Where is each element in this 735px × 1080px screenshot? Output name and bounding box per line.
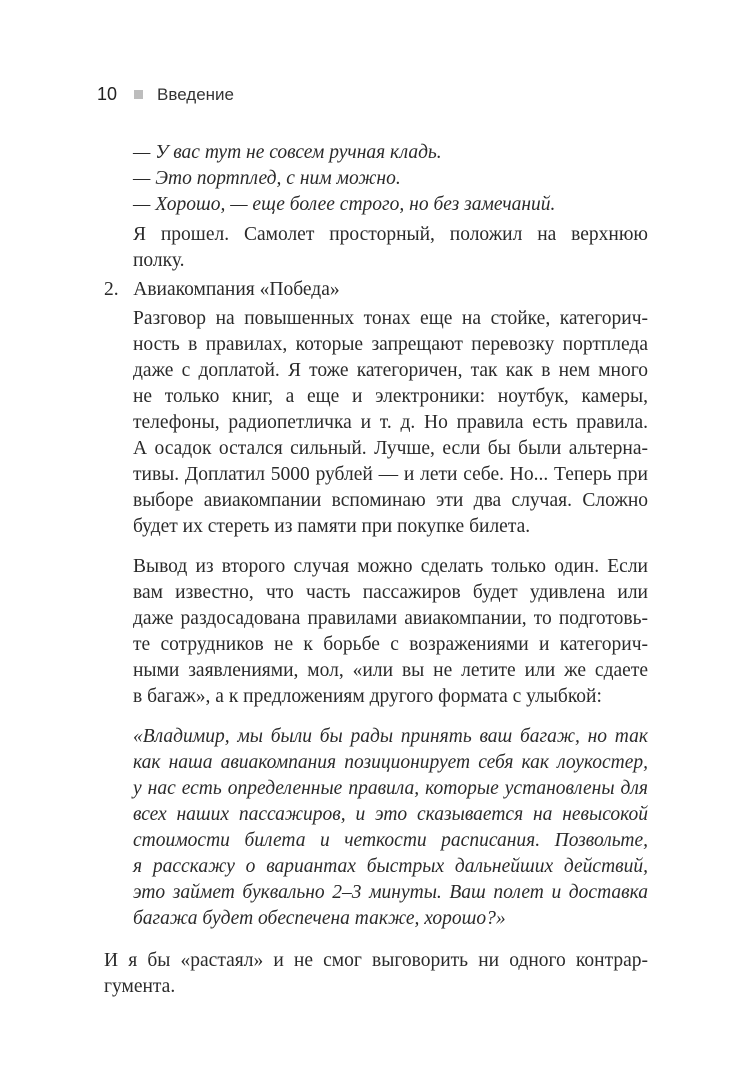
text-line: багажа будет обеспечена также, хорошо?»: [133, 908, 506, 929]
text-line: ность в правилах, которые запрещают перевозку портпледа: [133, 334, 648, 355]
text-line: полку.: [133, 250, 185, 271]
quote-paragraph: [133, 724, 648, 932]
list-item-heading: [104, 277, 648, 303]
text-line: И я бы «растаял» и не смог выговорить ни одного контрар-: [104, 950, 648, 971]
text-line: как наша авиакомпания позиционирует себя как лоукостер,: [133, 752, 648, 773]
text-line: тивы. Доплатил 5000 рублей — и лети себе. Но... Теперь при: [133, 464, 648, 485]
paragraph: [133, 306, 648, 540]
text-line: в багаж», а к предложениям другого формата с улыбкой:: [133, 686, 602, 707]
text-line: — Это портплед, с ним можно.: [133, 168, 401, 189]
text-line: ными заявлениями, мол, «или вы не летите или же сдаете: [133, 660, 648, 681]
text-line: всех наших пассажиров, и это сказывается на невысокой: [133, 804, 648, 825]
text-line: «Владимир, мы были бы рады принять ваш багаж, но так: [133, 726, 648, 747]
text-line: у нас есть определенные правила, которые установлены для: [133, 778, 648, 799]
text-line: даже раздосадована правилами авиакомпании, то подготовь-: [133, 608, 648, 629]
text-line: те сотрудников не к борьбе с возражениями и категорич-: [133, 634, 648, 655]
text-line: А осадок остался сильный. Лучше, если бы были альтерна-: [133, 438, 648, 459]
text-line: — Хорошо, — еще более строго, но без замечаний.: [133, 194, 556, 215]
text-line: телефоны, радиопетличка и т. д. Но правила есть правила.: [133, 412, 648, 433]
text-line: Вывод из второго случая можно сделать только один. Если: [133, 556, 648, 577]
running-header: [97, 84, 234, 105]
paragraph: [133, 222, 648, 274]
text-line: вам известно, что часть пассажиров будет удивлена или: [133, 582, 648, 603]
paragraph: [133, 554, 648, 710]
text-line: я расскажу о вариантах быстрых дальнейших действий,: [133, 856, 648, 877]
text-line: выборе авиакомпании вспоминаю эти два случая. Сложно: [133, 490, 648, 511]
text-line: гумента.: [104, 976, 176, 997]
text-line: Разговор на повышенных тонах еще на стойке, категорич-: [133, 308, 648, 329]
text-line: даже с доплатой. Я тоже категоричен, так как в нем много: [133, 360, 648, 381]
dialog-lines: [133, 140, 648, 218]
list-item-title: Авиакомпания «Победа»: [133, 279, 340, 300]
text-line: будет их стереть из памяти при покупке билета.: [133, 516, 531, 537]
list-number: 2.: [104, 279, 119, 300]
text-line: — У вас тут не совсем ручная кладь.: [133, 142, 442, 163]
page-number: 10: [97, 84, 118, 104]
separator-square-icon: [134, 90, 143, 99]
page-body: [104, 140, 648, 1000]
section-title: Введение: [157, 84, 235, 104]
text-line: это займет буквально 2–3 минуты. Ваш полет и доставка: [133, 882, 648, 903]
paragraph: [104, 948, 648, 1000]
text-line: стоимости билета и четкости расписания. Позвольте,: [133, 830, 648, 851]
text-line: Я прошел. Самолет просторный, положил на верхнюю: [133, 224, 648, 245]
text-line: не только книг, а еще и электроники: ноутбук, камеры,: [133, 386, 648, 407]
